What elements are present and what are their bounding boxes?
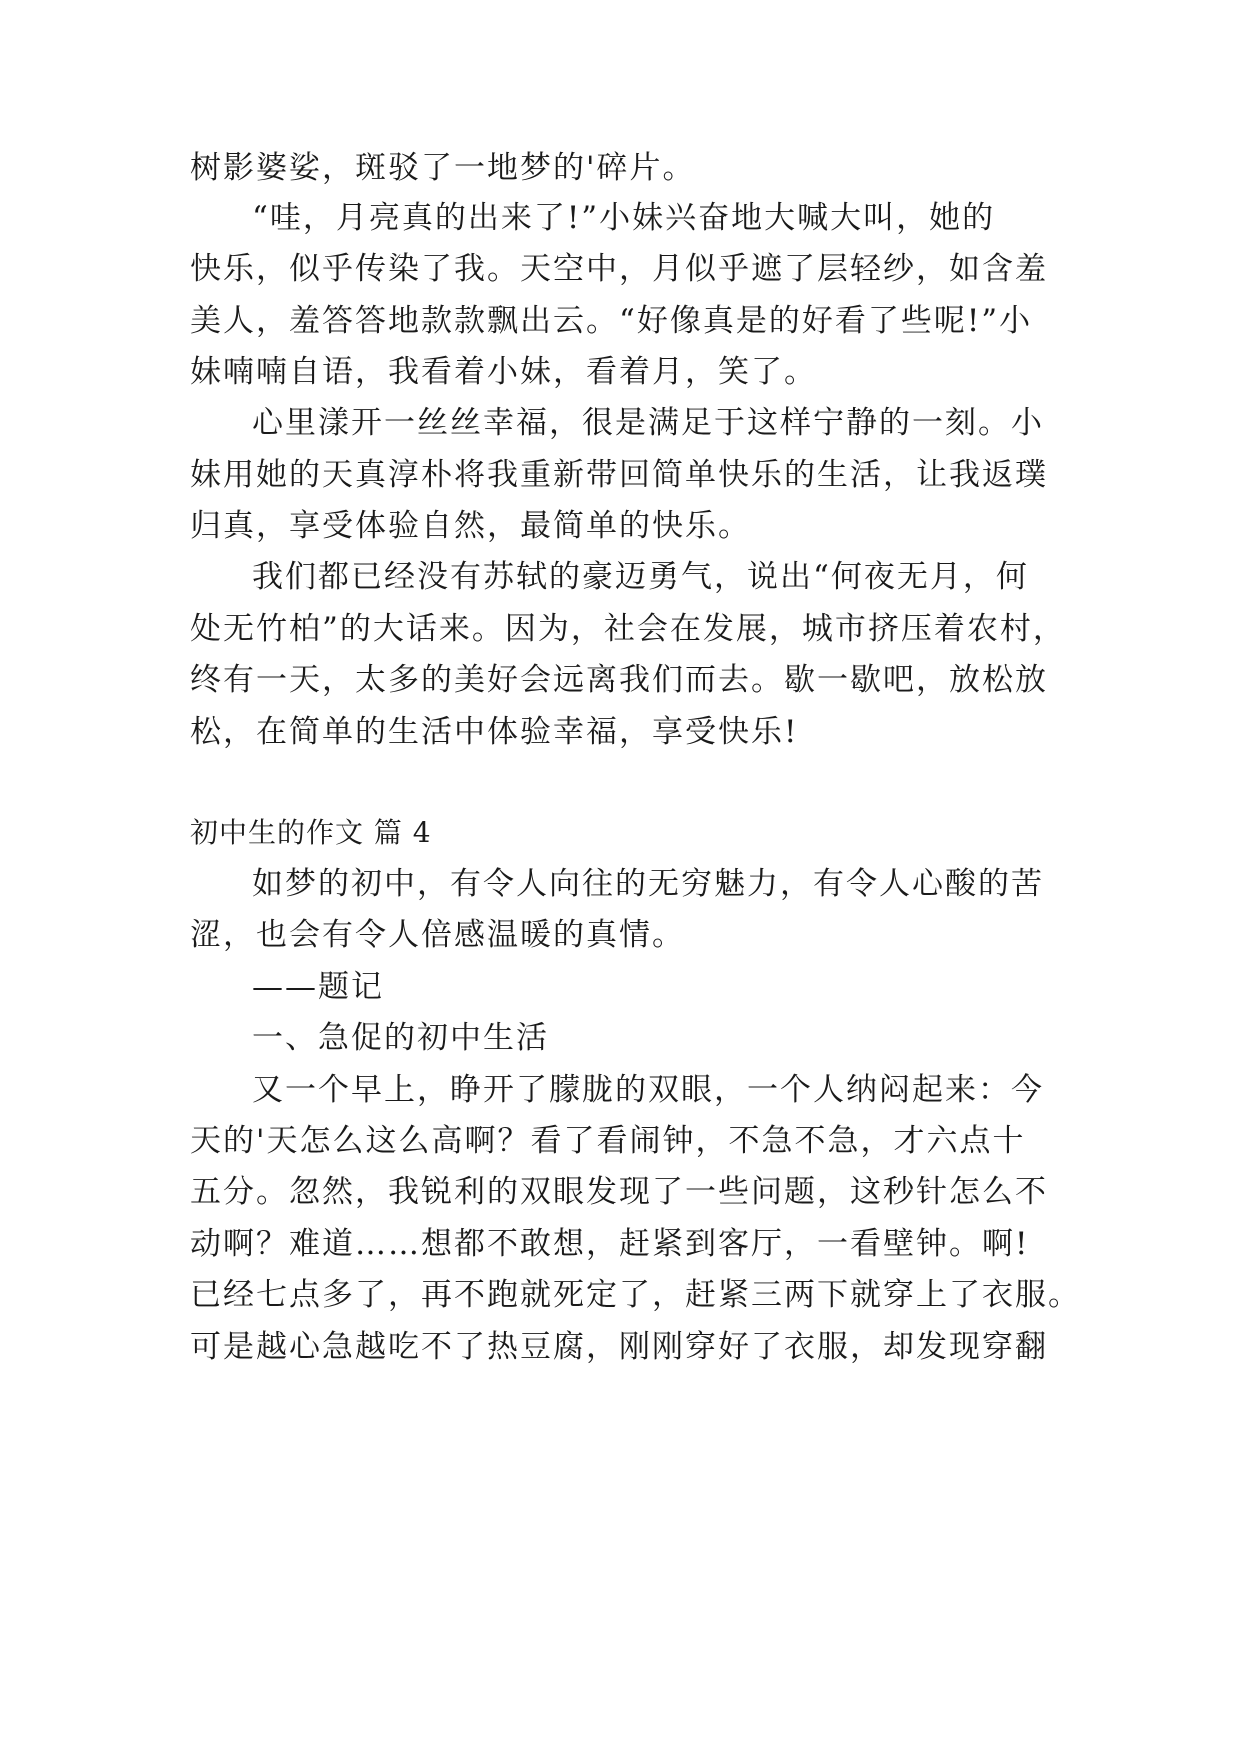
paragraph-line: 美人，羞答答地款款飘出云。“好像真是的好看了些呢!”小	[190, 303, 1033, 339]
paragraph-line: 天的'天怎么这么高啊？看了看闹钟，不急不急，才六点十	[190, 1123, 1026, 1159]
subsection-heading: 一、急促的初中生活	[252, 1020, 549, 1056]
paragraph-line: 涩，也会有令人倍感温暖的真情。	[190, 917, 685, 953]
paragraph-line: 妹用她的天真淳朴将我重新带回简单快乐的生活，让我返璞	[190, 457, 1048, 493]
paragraph-line: 快乐，似乎传染了我。天空中，月似乎遮了层轻纱，如含羞	[190, 251, 1048, 287]
epigraph-attribution: ——题记	[252, 969, 384, 1005]
paragraph-line: 树影婆娑，斑驳了一地梦的'碎片。	[190, 150, 696, 186]
paragraph-line: 松，在简单的生活中体验幸福，享受快乐!	[190, 714, 799, 750]
paragraph-line: 妹喃喃自语，我看着小妹，看着月，笑了。	[190, 354, 817, 390]
section-heading: 初中生的作文 篇 4	[190, 816, 432, 849]
paragraph-line: 又一个早上，睁开了朦胧的双眼，一个人纳闷起来：今	[252, 1072, 1044, 1108]
paragraph-line: 终有一天，太多的美好会远离我们而去。歇一歇吧，放松放	[190, 662, 1048, 698]
paragraph-line: “哇，月亮真的出来了!”小妹兴奋地大喊大叫，她的	[252, 200, 996, 236]
paragraph-line: 已经七点多了，再不跑就死定了，赶紧三两下就穿上了衣服。	[190, 1277, 1081, 1313]
paragraph-line: 如梦的初中，有令人向往的无穷魅力，有令人心酸的苦	[252, 866, 1044, 902]
paragraph-line: 五分。忽然，我锐利的双眼发现了一些问题，这秒针怎么不	[190, 1174, 1048, 1210]
paragraph-line: 归真，享受体验自然，最简单的快乐。	[190, 508, 751, 544]
paragraph-line: 处无竹柏”的大话来。因为，社会在发展，城市挤压着农村，	[190, 611, 1066, 647]
paragraph-line: 动啊？难道……想都不敢想，赶紧到客厅，一看壁钟。啊!	[190, 1226, 1030, 1262]
paragraph-line: 心里漾开一丝丝幸福，很是满足于这样宁静的一刻。小	[252, 405, 1044, 441]
paragraph-line: 我们都已经没有苏轼的豪迈勇气，说出“何夜无月，何	[252, 559, 1029, 595]
paragraph-line: 可是越心急越吃不了热豆腐，刚刚穿好了衣服，却发现穿翻	[190, 1329, 1048, 1365]
